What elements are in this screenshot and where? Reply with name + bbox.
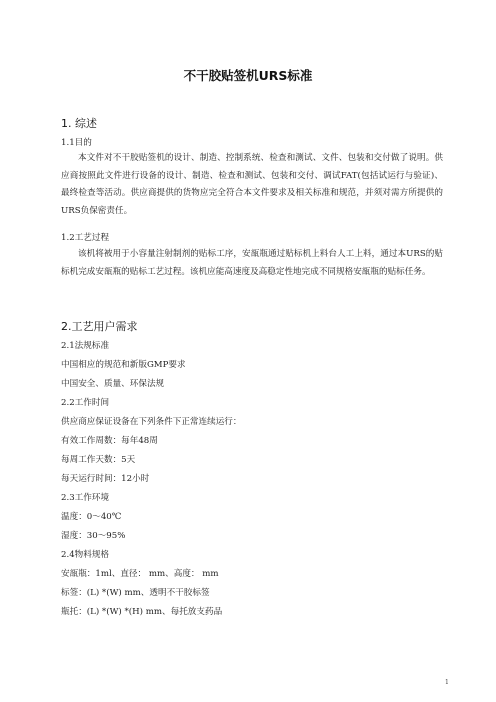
section-2-3-line: 湿度：30～95% [61,531,126,541]
section-1-1-body: 本文件对不干胶贴签机的设计、制造、控制系统、检查和测试、文件、包装和交付做了说明。供应商按照此文件进行设备的设计、制造、检查和测试、包装和交付、调试FAT(包括试运行与验证)、最终检查等活动。供应商提供的货物应完全符合本文件要求及相关标准和规范，并须对需方所提供的URS负保密责任。 [61,153,443,216]
section-2-1-line: 中国相应的规范和新版GMP要求 [61,360,186,370]
section-1-2-body: 该机将被用于小容量注射制剂的贴标工序，安瓿瓶通过贴标机上料台人工上料，通过本URS的贴标机完成安瓿瓶的贴标工艺过程。该机应能高速度及高稳定性地完成不同规格安瓿瓶的贴标任务。 [61,249,443,277]
section-2-4-line: 安瓿瓶：1ml、直径： mm、高度： mm [61,569,219,579]
section-2-2-line: 有效工作周数：每年48周 [61,436,158,446]
section-2-1-line: 中国安全、质量、环保法规 [61,379,165,389]
section-2-2-line: 每天运行时间：12小时 [61,474,150,484]
document-title: 不干胶贴签机URS标准 [183,68,313,83]
section-1-1-heading: 1.1目的 [61,138,92,148]
section-2-4-heading: 2.4物料规格 [61,550,110,560]
section-2-2-heading: 2.2工作时间 [61,398,110,408]
section-2-2-line: 每周工作天数：5天 [61,455,136,465]
page-number: 1 [445,679,449,686]
section-2-heading: 2.工艺用户需求 [61,320,138,333]
section-2-4-line: 瓶托：(L) *(W) *(H) mm、每托放支药品 [61,607,223,617]
section-2-4-line: 标签：(L) *(W) mm、透明不干胶标签 [61,588,210,598]
section-2-2-line: 供应商应保证设备在下列条件下正常连续运行： [61,417,242,427]
section-2-1-heading: 2.1法规标准 [61,341,110,351]
section-1-heading: 1. 综述 [61,117,97,130]
section-1-2-heading: 1.2工艺过程 [61,233,110,243]
section-2-3-heading: 2.3工作环境 [61,493,110,503]
section-2-3-line: 温度：0～40℃ [61,512,122,522]
